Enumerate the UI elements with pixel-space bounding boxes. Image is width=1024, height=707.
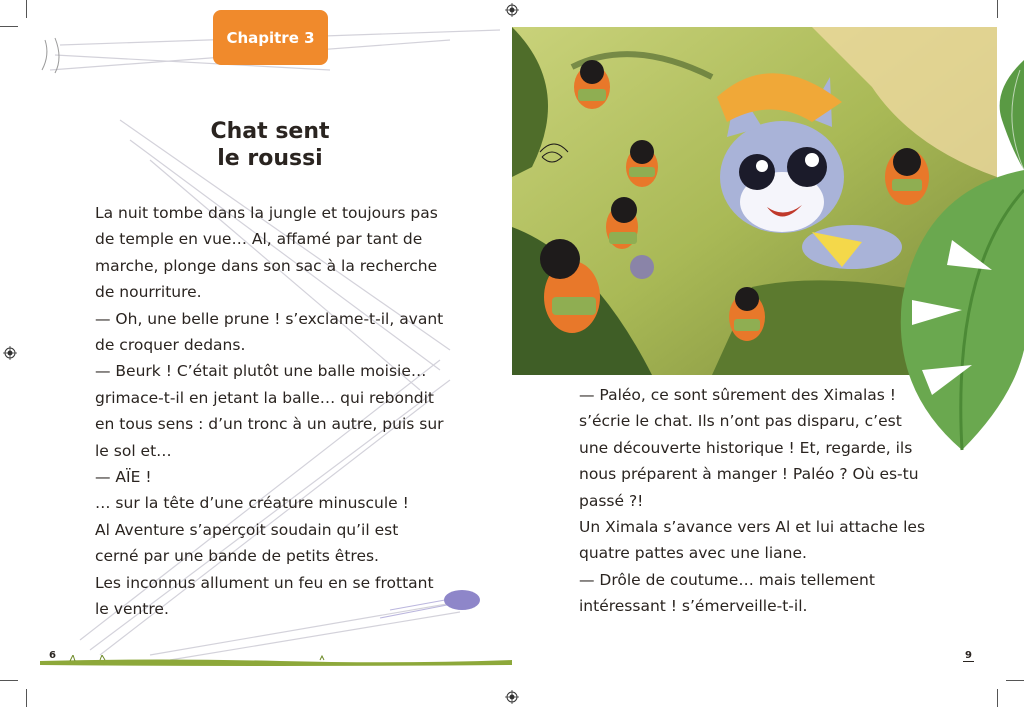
chapter-title-line: le roussi (217, 146, 323, 171)
text-line: marche, plonge dans son sac à la recherche (95, 256, 438, 275)
text-line: s’écrie le chat. Ils n’ont pas disparu, c’est (579, 412, 902, 431)
page-number-wrap (963, 650, 974, 662)
vine-leaf-decoration (982, 60, 1024, 180)
text-line: Al Aventure s’aperçoit soudain qu’il est (95, 520, 399, 539)
text-line: grimace-t-il en jetant la balle… qui rebondit (95, 388, 434, 407)
text-line: cerné par une bande de petits êtres. (95, 547, 379, 566)
chapter-title (140, 118, 400, 172)
page-number: 6 (49, 650, 56, 661)
text-line: La nuit tombe dans la jungle et toujours pas (95, 204, 438, 222)
grass-ground-decoration (40, 655, 512, 667)
registration-mark-icon (3, 346, 17, 360)
text-line: Les inconnus allument un feu en se frottant (95, 573, 434, 592)
crop-mark (997, 0, 998, 18)
text-line: Un Ximala s’avance vers Al et lui attache les (579, 518, 926, 537)
crop-mark (0, 26, 18, 27)
crop-mark (1006, 680, 1024, 681)
text-line: — Drôle de coutume… mais tellement (579, 570, 875, 589)
text-line: une découverte historique ! Et, regarde, ils (579, 438, 913, 457)
text-line: — Oh, une belle prune ! s’exclame-t-il, avant (95, 309, 444, 328)
text-line: de temple en vue… Al, affamé par tant de (95, 230, 423, 249)
text-line: le sol et… (95, 441, 172, 460)
text-line: en tous sens : d’un tronc à un autre, puis sur (95, 415, 444, 434)
left-body-text (95, 200, 467, 623)
crop-mark (0, 680, 18, 681)
text-line: de nourriture. (95, 283, 202, 302)
text-line: quatre pattes avec une liane. (579, 544, 807, 563)
text-line: intéressant ! s’émerveille-t-il. (579, 597, 808, 616)
text-line: — Paléo, ce sont sûrement des Ximalas ! (579, 386, 896, 404)
chapter-title-line: Chat sent (210, 119, 330, 144)
text-line: nous préparent à manger ! Paléo ? Où es-tu (579, 465, 919, 484)
right-body-text (579, 382, 939, 620)
crop-mark (26, 689, 27, 707)
text-line: — AÏE ! (95, 468, 152, 487)
text-line: — Beurk ! C’était plutôt une balle moisie… (95, 362, 427, 381)
page-number: 9 (965, 650, 972, 661)
chapter-badge: Chapitre 3 (213, 10, 328, 65)
crop-mark (997, 689, 998, 707)
text-line: de croquer dedans. (95, 336, 246, 355)
text-line: passé ?! (579, 491, 644, 510)
right-page (512, 0, 1024, 707)
text-line: … sur la tête d’une créature minuscule ! (95, 494, 409, 513)
crop-mark (26, 0, 27, 18)
text-line: le ventre. (95, 600, 169, 619)
